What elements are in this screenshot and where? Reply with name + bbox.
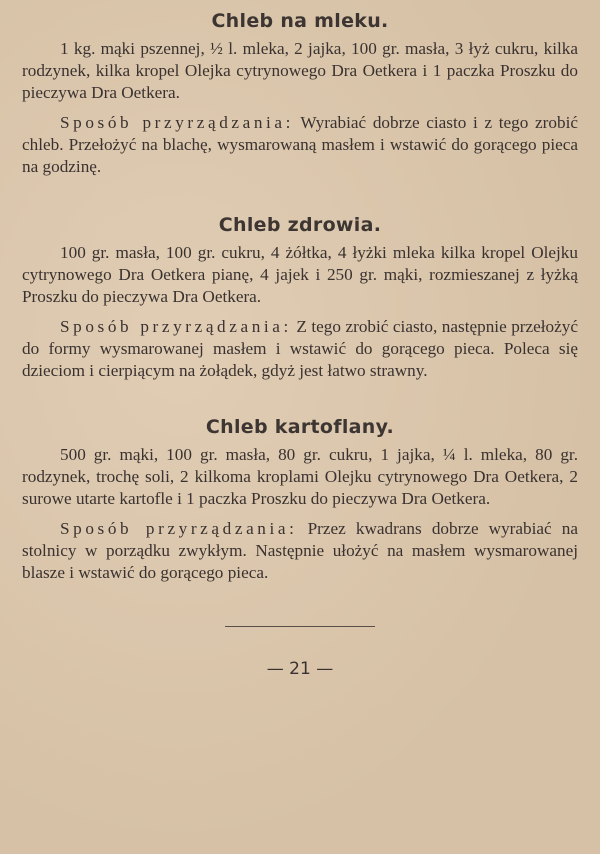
divider-rule <box>225 626 375 627</box>
recipe-title: Chleb na mleku. <box>211 10 389 32</box>
method-text: Wyrabiać dobrze ciasto i z tego zrobić chleb. Przełożyć na blachę, wysmarowaną masłem i wstawić do gorącego pieca na godzinę. <box>22 113 578 176</box>
recipe-ingredients: 500 gr. mąki, 100 gr. masła, 80 gr. cukru, 1 jajka, ¼ l. mleka, 80 gr. rodzynek, trochę soli, 2 kilkoma kroplami Olejku cytrynowego Dra Oetkera, 2 surowe utarte kartofle i 1 paczka Proszku do pieczywa Dra Oetkera. <box>22 445 578 508</box>
recipe-title: Chleb zdrowia. <box>218 214 382 236</box>
recipe-ingredients: 1 kg. mąki pszennej, ½ l. mleka, 2 jajka, 100 gr. masła, 3 łyż cukru, kilka rodzynek, kilka kropel Olejka cytrynowego Dra Oetkera i 1 paczka Proszku do pieczywa Dra Oetkera. <box>22 39 578 102</box>
page-number: — 21 — <box>266 659 334 679</box>
recipe-title: Chleb kartoflany. <box>205 416 395 438</box>
method-label: Sposób przyrządzania: <box>60 113 295 132</box>
recipe-chleb-kartoflany <box>22 416 578 584</box>
method-label: Sposób przyrządzania: <box>60 317 292 336</box>
recipe-ingredients: 100 gr. masła, 100 gr. cukru, 4 żółtka, 4 łyżki mleka kilka kropel Olejku cytrynowego Dra Oetkera pianę, 4 jajek i 250 gr. mąki, rozmieszanej z łyżką Proszku do pieczywa Dra Oetkera. <box>22 243 578 306</box>
recipe-method <box>22 112 578 178</box>
recipe-chleb-na-mleku <box>22 10 578 178</box>
method-label: Sposób przyrządzania: <box>60 519 298 538</box>
method-text: Z tego zrobić ciasto, następnie przełożyć do formy wysmarowanej masłem i wstawić do gorącego pieca. Poleca się dzieciom i cierpiącym na żołądek, gdyż jest łatwo strawny. <box>22 317 578 380</box>
method-text: Przez kwadrans dobrze wyrabiać na stolnicy w porządku zwykłym. Następnie ułożyć na masłem wysmarowanej blasze i wstawić do gorącego pieca. <box>22 519 578 582</box>
recipe-method <box>22 518 578 584</box>
recipe-chleb-zdrowia <box>22 214 578 382</box>
recipe-method <box>22 316 578 382</box>
